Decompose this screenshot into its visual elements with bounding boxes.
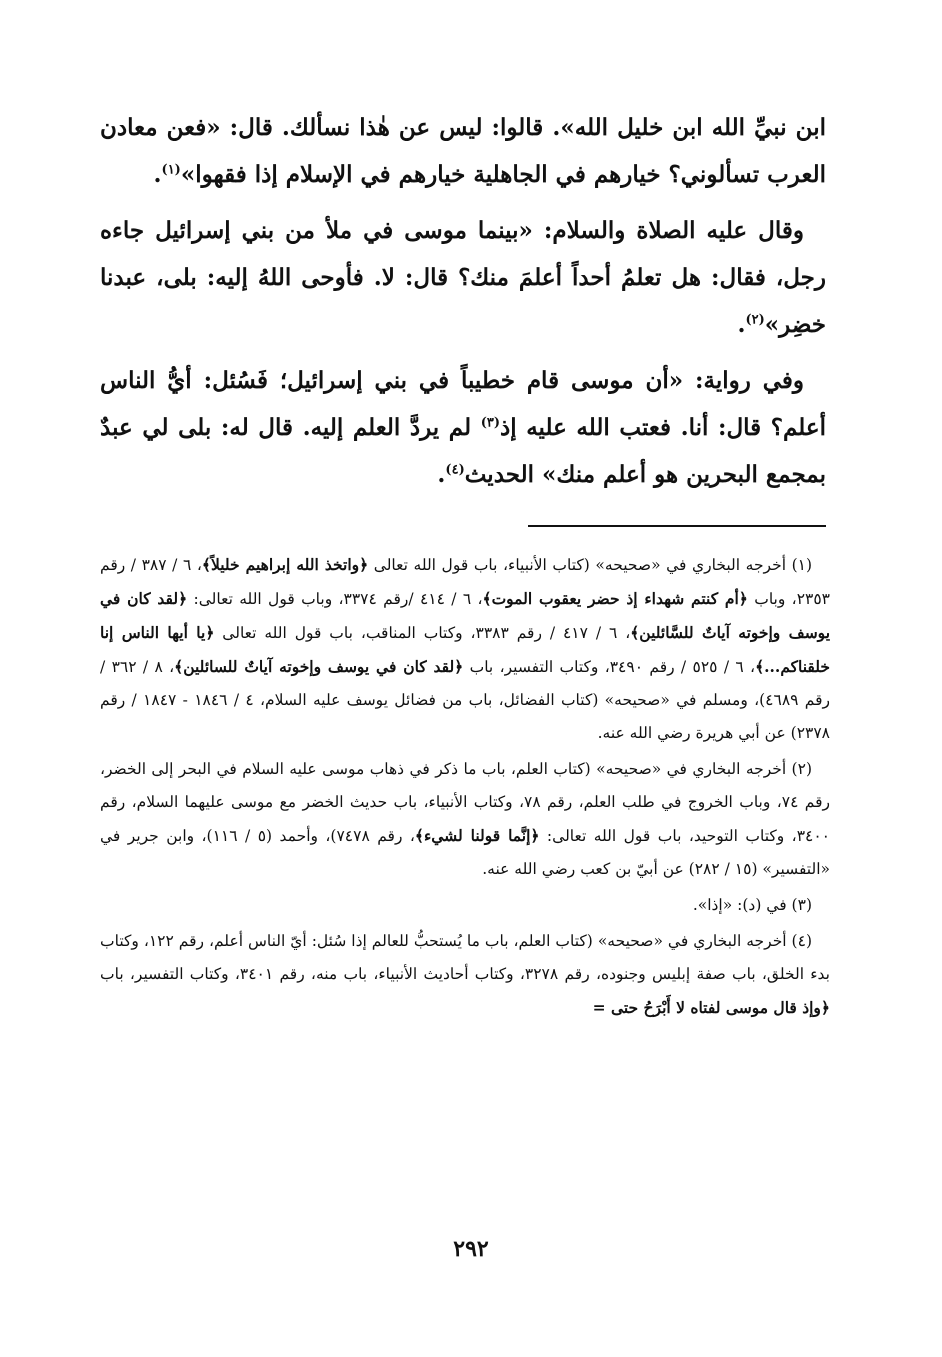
footnote-ref-2: (٢)	[745, 312, 765, 328]
footnote-1-quote-1: ﴿واتخذ الله إبراهيم خليلاً﴾	[201, 555, 369, 574]
footnote-ref-1: (١)	[161, 162, 181, 178]
page-number: ٢٩٢	[453, 1236, 489, 1262]
paragraph-2-end: .	[737, 311, 746, 338]
footnote-2-quote-1: ﴿إنَّما قولنا لشيء﴾	[414, 826, 540, 845]
footnote-ref-3: (٣)	[480, 415, 500, 431]
paragraph-1-text: ابن نبيِّ الله ابن خليل الله». قالوا: ليس عن هٰذا نسألك. قال: «فعن معادن العرب تسألوني؟ خيارهم في الجاهلية خيارهم في الإسلام إذا فقهوا»	[100, 114, 826, 188]
footnote-4	[100, 925, 830, 1025]
paragraph-1-end: .	[153, 161, 162, 188]
paragraph-2	[100, 207, 826, 348]
main-text	[100, 104, 826, 507]
footnote-1-text-d: ، ٦ / ٤١٧ / رقم ٣٣٨٣، وكتاب المناقب، باب قول الله تعالى	[214, 624, 631, 642]
footnote-1-quote-3: ﴿لقد كان في يوسف وإخوته آياتٌ للسَّائلين﴾	[100, 589, 831, 642]
paragraph-3-text-a: وفي رواية: «أن موسى قام خطيباً في بني إسرائيل؛ فَسُئل: أيُّ الناس أعلم؟ قال: أنا. فعتب الله عليه إذ	[100, 367, 826, 441]
footnote-1-text-c: ، ٦ / ٤١٤ /رقم ٣٣٧٤، وباب قول الله تعالى:	[187, 590, 483, 608]
footnote-2	[100, 753, 830, 886]
footnote-ref-4: (٤)	[445, 462, 465, 478]
paragraph-3-text-b: لم يردَّ العلم إليه. قال له: بلى لي عبدٌ بمجمع البحرين هو أعلم منك» الحديث	[100, 414, 826, 488]
paragraph-1	[100, 104, 826, 198]
footnote-1-quote-2: ﴿أم كنتم شهداء إذ حضر يعقوب الموت﴾	[482, 589, 748, 608]
footnote-1-text-e: ، ٦ / ٥٢٥ / رقم ٣٤٩٠، وكتاب التفسير، باب	[463, 658, 756, 676]
footnote-1-quote-5: ﴿لقد كان في يوسف وإخوته آياتٌ للسائلين﴾	[174, 657, 464, 676]
paragraph-2-text: وقال عليه الصلاة والسلام: «بينما موسى في ملأ من بني إسرائيل جاءه رجل، فقال: هل تعلمُ أحداً أعلمَ منك؟ قال: لا. فأوحى اللهُ إليه: بلى، عبدنا خضِر»	[100, 217, 826, 338]
footnote-4-quote-1: ﴿وإذ قال موسى لفتاه لا أَبْرَحُ حتى	[610, 998, 830, 1017]
footnote-1-text-b: ، ٦ / ٣٨٧ / رقم ٢٣٥٣، وباب	[100, 556, 830, 608]
paragraph-3	[100, 357, 826, 498]
footnote-2-text-b: ، رقم ٧٤٧٨)، وأحمد (٥ / ١١٦)، وابن جرير في «التفسير» (١٥ / ٢٨٢) عن أبيّ بن كعب رضي الله عنه.	[100, 827, 830, 878]
footnote-1-text-a: (١) أخرجه البخاري في «صحيحه» (كتاب الأنبياء، باب قول الله تعالى	[368, 556, 813, 574]
footnote-3-text: (٣) في (د): «إذا».	[692, 896, 812, 914]
footnote-1	[100, 548, 830, 750]
footnote-3	[100, 889, 830, 922]
footnote-4-continuation-mark: =	[592, 998, 611, 1017]
footnote-1-text-f: ، ٨ / ٣٦٢ / رقم ٤٦٨٩)، ومسلم في «صحيحه» (كتاب الفضائل، باب من فضائل يوسف عليه السلام، ٤ / ١٨٤٦ - ١٨٤٧ / رقم ٢٣٧٨) عن أبي هريرة رضي الله عنه.	[100, 658, 830, 742]
footnote-4-text-a: (٤) أخرجه البخاري في «صحيحه» (كتاب العلم، باب ما يُستحبُّ للعالم إذا سُئل: أيّ الناس أعلم، رقم ١٢٢، وكتاب بدء الخلق، باب صفة إبليس وجنوده، رقم ٣٢٧٨، وكتاب أحاديث الأنبياء، باب منه، رقم ٣٤٠١، وكتاب التفسير، باب	[100, 932, 831, 983]
footnote-separator	[528, 525, 826, 527]
footnotes	[100, 548, 830, 1028]
footnote-1-quote-4: ﴿يا أيها الناس إنا خلقناكم...﴾	[100, 623, 830, 676]
paragraph-3-end: .	[437, 461, 446, 488]
footnote-2-text-a: (٢) أخرجه البخاري في «صحيحه» (كتاب العلم، باب ما ذكر في ذهاب موسى عليه السلام في البحر إلى الخضر، رقم ٧٤، وباب الخروج في طلب العلم، رقم ٧٨، وكتاب الأنبياء، باب حديث الخضر مع موسى عليهما السلام، رقم ٣٤٠٠، وكتاب التوحيد، باب قول الله تعالى:	[100, 760, 831, 845]
